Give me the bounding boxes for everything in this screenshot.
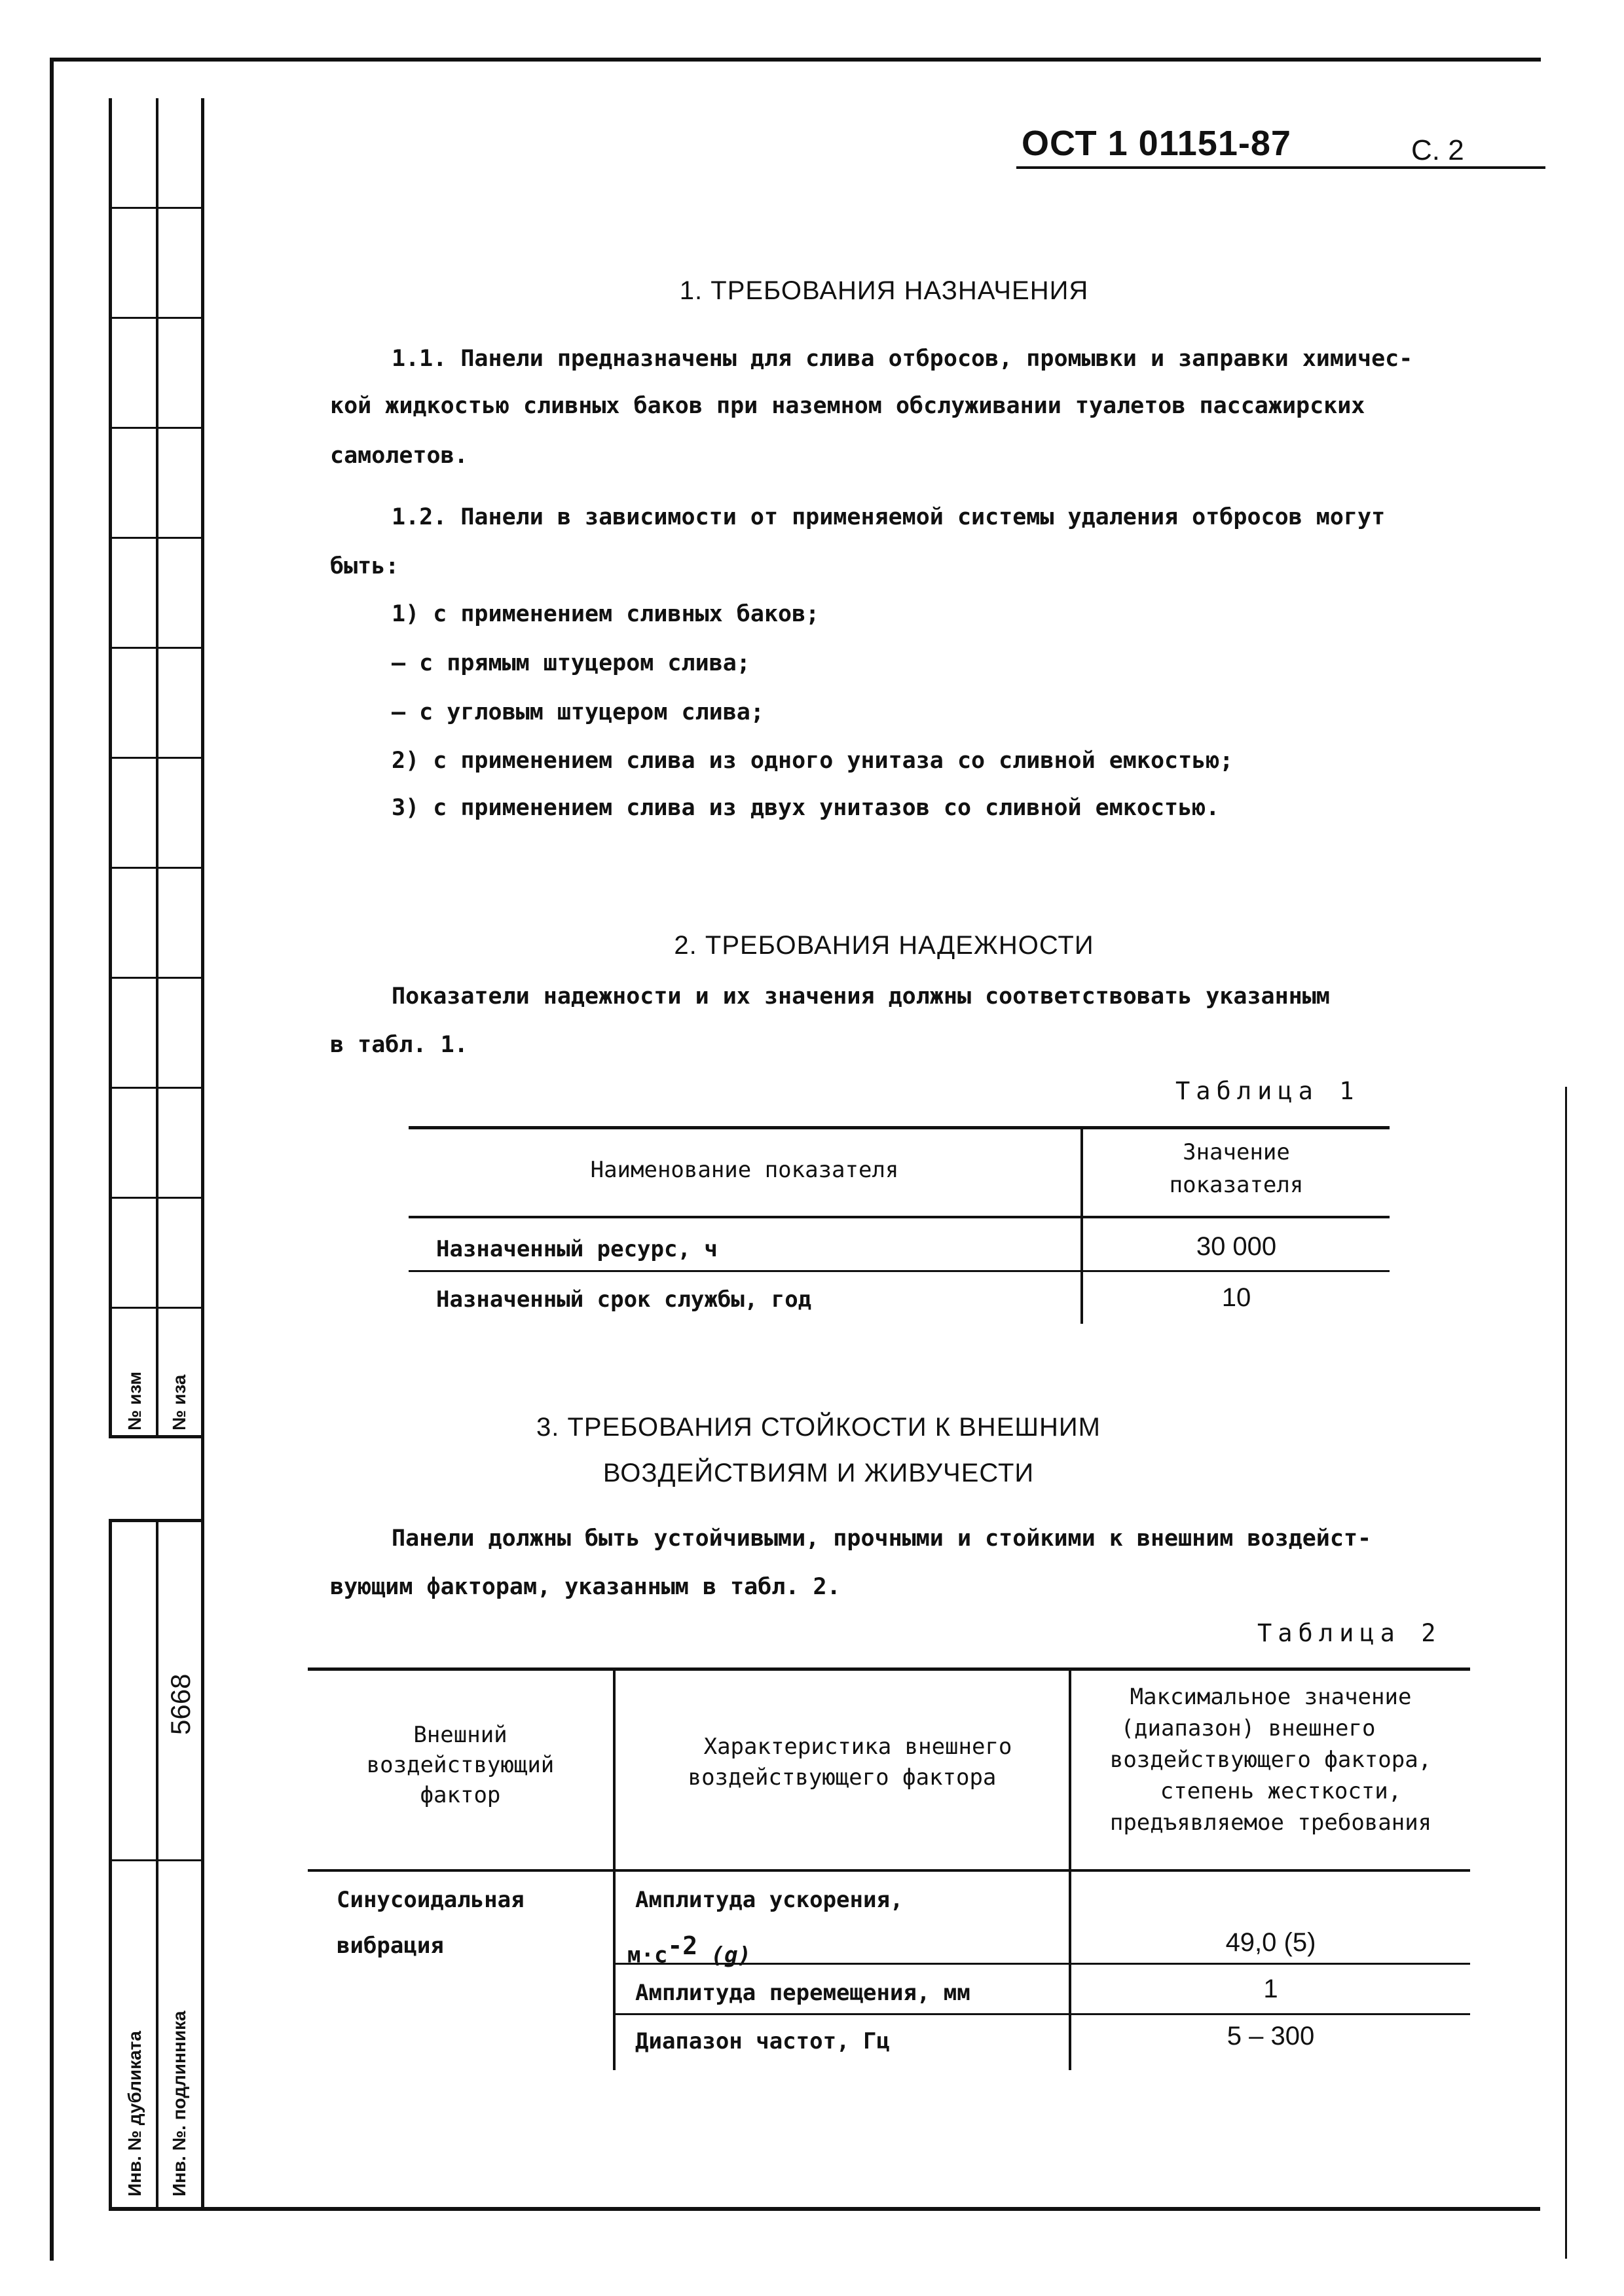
frame-bottom-line [109,2207,1540,2211]
table1-caption: Таблица 1 [1175,1077,1360,1105]
list-item: – с угловым штуцером слива; [392,699,764,725]
table1-row2-value: 10 [1221,1283,1251,1312]
text-line: в табл. 1. [330,1032,468,1058]
section3-title-line2: ВОЗДЕЙСТВИЯМ И ЖИВУЧЕСТИ [602,1459,1035,1487]
stamp-original-label: Инв. №. подлинника [169,2011,189,2196]
table2-caption: Таблица 2 [1257,1619,1442,1647]
table1-header-name: Наименование показателя [590,1157,899,1183]
frame-top-line [51,58,1541,62]
table2-header-factor-l3: фактор [420,1782,501,1808]
text-line: 1.1. Панели предназначены для слива отбросов, промывки и заправки химичес- [392,346,1413,372]
text-line: быть: [330,553,399,579]
table2-row1-char-l2 [627,1931,751,1968]
section3-title-line1: 3. ТРЕБОВАНИЯ СТОЙКОСТИ К ВНЕШНИМ [536,1413,1101,1442]
table2-factor-l2: вибрация [337,1933,444,1959]
list-item: 1) с применением сливных баков; [392,601,820,627]
table2-row3-char: Диапазон частот, Гц [635,2028,890,2054]
table2-header-max-l1: Максимальное значение [1130,1684,1412,1710]
stamp-iza-label: № иза [169,1374,189,1430]
unit-exponent: -2 [667,1931,698,1960]
header-underline [1016,166,1545,169]
frame-left-line [50,58,54,2261]
table2-row1-value: 49,0 (5) [1225,1928,1316,1957]
frame-right-tick [1565,1087,1567,2259]
table2-header-factor-l2: воздействующий [366,1752,555,1778]
table2-header-max-l2: (диапазон) внешнего [1120,1715,1376,1741]
table2-header-factor-l1: Внешний [413,1722,507,1748]
table2-header-max-l3: воздействующего фактора, [1109,1747,1432,1773]
table2-header-max-l5: предъявляемое требования [1109,1810,1432,1836]
stamp-duplicate-label: Инв. № дубликата [124,2031,145,2196]
text-line: вующим факторам, указанным в табл. 2. [330,1574,841,1600]
stamp-izm-label: № изм [124,1371,145,1430]
table2-factor-l1: Синусоидальная [337,1887,525,1913]
list-item: 3) с применением слива из двух унитазов со сливной емкостью. [392,795,1220,821]
list-item: – с прямым штуцером слива; [392,650,750,676]
unit-g: (g) [697,1942,752,1969]
table2-header-char-l2: воздействующего фактора [688,1764,997,1791]
table2-header-char-l1: Характеристика внешнего [703,1734,1012,1760]
table2-header-max-l4: степень жесткости, [1160,1778,1402,1804]
table2-row2-char: Амплитуда перемещения, мм [635,1980,970,2006]
text-line: Панели должны быть устойчивыми, прочными и стойкими к внешним воздейст- [392,1525,1372,1552]
page-number: С. 2 [1411,134,1464,166]
unit-text: м·с [627,1942,668,1969]
table2-row2-value: 1 [1263,1975,1278,2003]
text-line: самолетов. [330,443,468,469]
table1-row1-value: 30 000 [1196,1232,1277,1261]
section2-title: 2. ТРЕБОВАНИЯ НАДЕЖНОСТИ [674,931,1094,960]
table2-row3-value: 5 – 300 [1227,2022,1315,2050]
table1-header-value-l2: показателя [1169,1172,1304,1198]
section1-title: 1. ТРЕБОВАНИЯ НАЗНАЧЕНИЯ [679,276,1089,305]
table1-header-value-l1: Значение [1183,1139,1290,1165]
table1-row1-name: Назначенный ресурс, ч [436,1236,718,1262]
table1-row2-name: Назначенный срок службы, год [436,1286,812,1313]
text-line: кой жидкостью сливных баков при наземном обслуживании туалетов пассажирских [330,393,1365,419]
table2-row1-char-l1: Амплитуда ускорения, [635,1887,904,1913]
text-line: 1.2. Панели в зависимости от применяемой системы удаления отбросов могут [392,504,1386,530]
text-line: Показатели надежности и их значения должны соответствовать указанным [392,983,1330,1010]
stamp-number: 5668 [165,1673,196,1735]
list-item: 2) с применением слива из одного унитаза со сливной емкостью; [392,748,1234,774]
document-code: ОСТ 1 01151-87 [1022,124,1291,163]
